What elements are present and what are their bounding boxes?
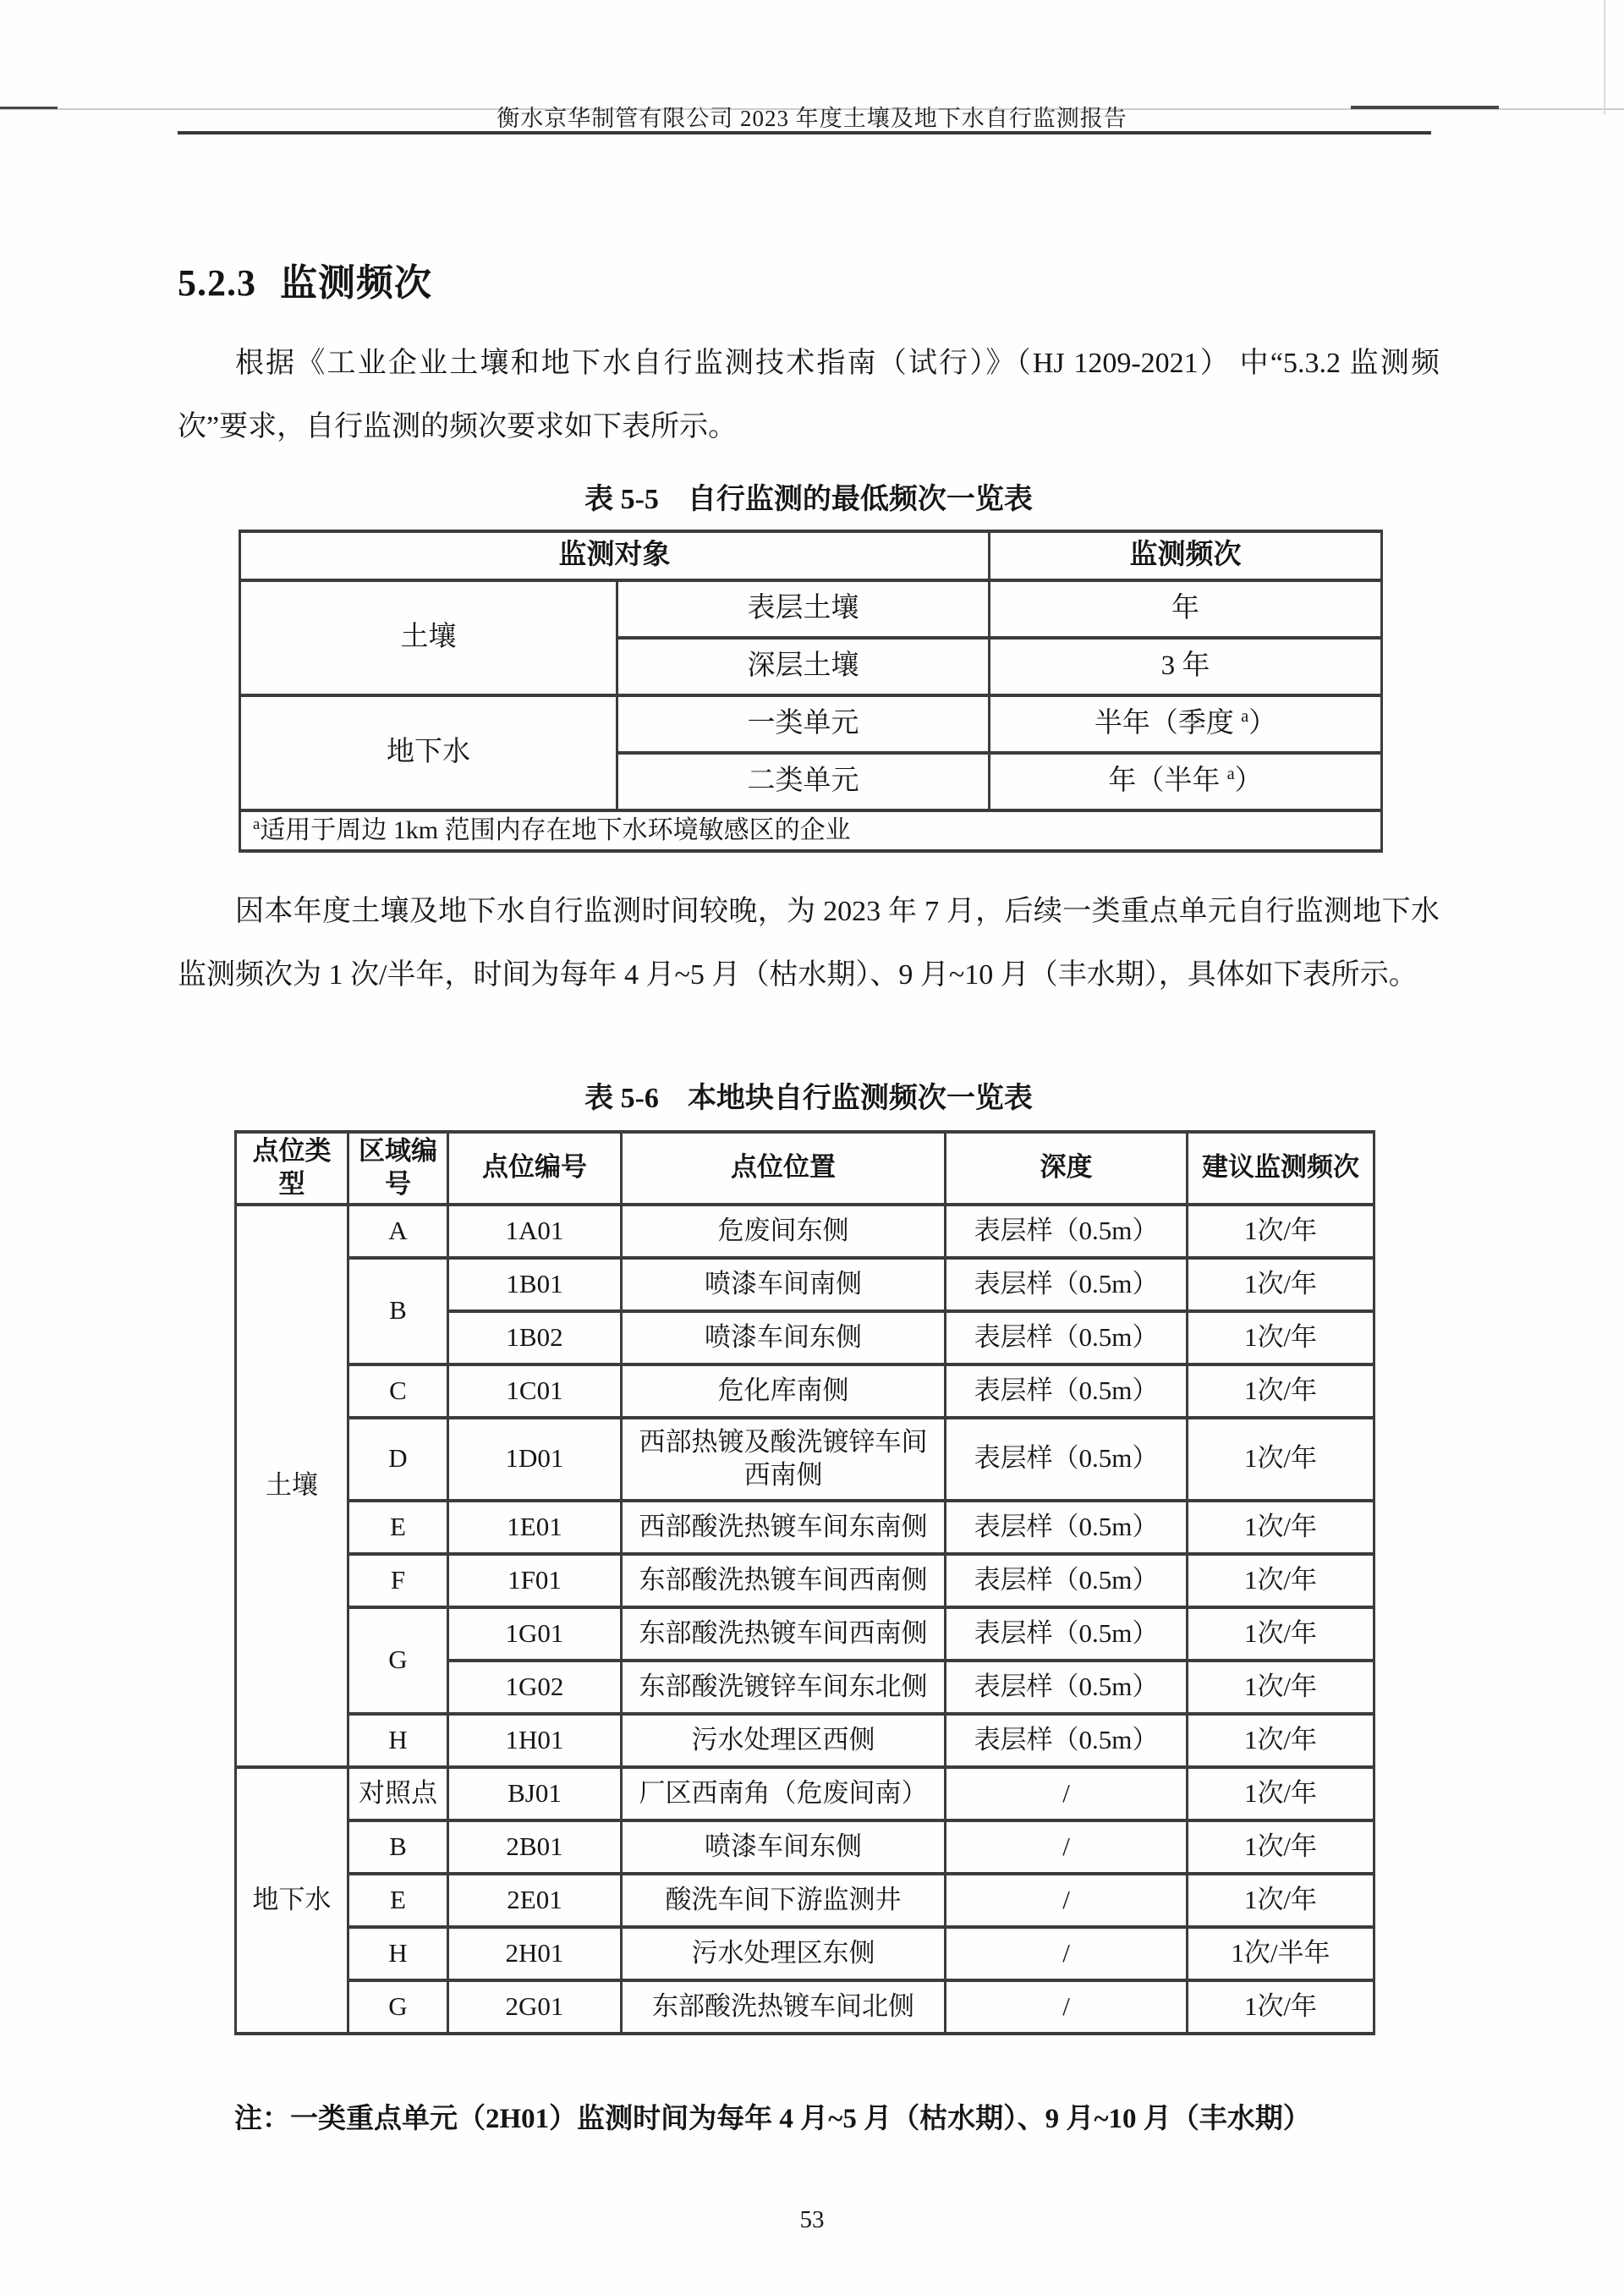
cell-frequency: 半年（季度 $^a$） <box>990 695 1382 753</box>
table-header-row <box>240 531 1382 580</box>
cell-depth: / <box>946 1980 1188 2034</box>
cell-zone: 对照点 <box>348 1767 448 1820</box>
table-row <box>236 1364 1374 1418</box>
cell-point-id: 1F01 <box>448 1554 622 1607</box>
table-row <box>240 580 1382 638</box>
cell-frequency: 1次/年 <box>1188 1607 1374 1661</box>
cell-point-id: 2H01 <box>448 1927 622 1980</box>
cell-depth: 表层样（0.5m） <box>946 1418 1188 1501</box>
cell-point-id: BJ01 <box>448 1767 622 1820</box>
cell-depth: 表层样（0.5m） <box>946 1661 1188 1714</box>
cell-location: 喷漆车间东侧 <box>622 1311 946 1364</box>
paragraph-schedule: 因本年度土壤及地下水自行监测时间较晚，为 2023 年 7 月，后续一类重点单元自行监测地下水监测频次为 1 次/半年，时间为每年 4 月~5 月（枯水期）、9 月~10 月（丰水期），具体如下表所示。 <box>178 896 1440 991</box>
cell-depth: 表层样（0.5m） <box>946 1258 1188 1311</box>
cell-frequency: 1次/年 <box>1188 1820 1374 1874</box>
cell-frequency: 1次/年 <box>1188 1980 1374 2034</box>
section-heading <box>178 252 432 306</box>
cell-depth: 表层样（0.5m） <box>946 1364 1188 1418</box>
table-row <box>236 1980 1374 2034</box>
cell-location: 东部酸洗热镀车间北侧 <box>622 1980 946 2034</box>
cell-subtype: 表层土壤 <box>617 580 990 638</box>
footnote-marker: a <box>253 815 261 834</box>
table-row <box>240 695 1382 753</box>
cell-type-groundwater: 地下水 <box>236 1767 348 2034</box>
cell-location: 污水处理区东侧 <box>622 1927 946 1980</box>
cell-group-groundwater: 地下水 <box>240 695 617 810</box>
cell-depth: / <box>946 1767 1188 1820</box>
cell-depth: 表层样（0.5m） <box>946 1311 1188 1364</box>
cell-zone: H <box>348 1927 448 1980</box>
cell-zone: B <box>348 1820 448 1874</box>
cell-depth: 表层样（0.5m） <box>946 1501 1188 1554</box>
cell-point-id: 1C01 <box>448 1364 622 1418</box>
cell-frequency: 1次/半年 <box>1188 1927 1374 1980</box>
header-cell-point: 点位编号 <box>448 1132 622 1205</box>
cell-group-soil: 土壤 <box>240 580 617 695</box>
cell-point-id: 1D01 <box>448 1418 622 1501</box>
cell-point-id: 2G01 <box>448 1980 622 2034</box>
paragraph-intro: 根据《工业企业土壤和地下水自行监测技术指南（试行）》（HJ 1209-2021） 中“5.3.2 监测频次”要求，自行监测的频次要求如下表所示。 <box>178 348 1440 442</box>
table-footnote-row <box>240 810 1382 851</box>
cell-point-id: 1A01 <box>448 1205 622 1258</box>
cell-zone: E <box>348 1501 448 1554</box>
table5-6-caption: 表 5-6 本地块自行监测频次一览表 <box>584 1083 1033 1114</box>
cell-location: 酸洗车间下游监测井 <box>622 1874 946 1927</box>
cell-frequency: 1次/年 <box>1188 1205 1374 1258</box>
cell-location: 西部酸洗热镀车间东南侧 <box>622 1501 946 1554</box>
cell-location: 危化库南侧 <box>622 1364 946 1418</box>
cell-location: 东部酸洗热镀车间西南侧 <box>622 1607 946 1661</box>
table-row <box>236 1418 1374 1501</box>
cell-depth: 表层样（0.5m） <box>946 1554 1188 1607</box>
table-row <box>236 1820 1374 1874</box>
cell-point-id: 2B01 <box>448 1820 622 1874</box>
min-frequency-table <box>239 530 1383 853</box>
cell-frequency: 年（半年 $^a$） <box>990 753 1382 810</box>
cell-subtype: 二类单元 <box>617 753 990 810</box>
header-rule <box>178 131 1431 135</box>
scan-edge-artifact <box>1604 0 1605 114</box>
cell-frequency: 1次/年 <box>1188 1418 1374 1501</box>
cell-depth: 表层样（0.5m） <box>946 1205 1188 1258</box>
cell-location: 喷漆车间东侧 <box>622 1820 946 1874</box>
table-row <box>236 1874 1374 1927</box>
cell-footnote: $^a$适用于周边 1km 范围内存在地下水环境敏感区的企业 <box>240 810 1382 851</box>
cell-location: 西部热镀及酸洗镀锌车间西南侧 <box>622 1418 946 1501</box>
footnote-marker: a <box>1226 765 1235 784</box>
footnote-marker: a <box>1241 707 1249 727</box>
cell-depth: / <box>946 1927 1188 1980</box>
cell-depth: 表层样（0.5m） <box>946 1714 1188 1767</box>
page-number: 53 <box>799 2206 825 2233</box>
cell-point-id: 1H01 <box>448 1714 622 1767</box>
header-cell-object: 监测对象 <box>240 531 990 580</box>
cell-zone: D <box>348 1418 448 1501</box>
cell-location: 厂区西南角（危废间南） <box>622 1767 946 1820</box>
table-header-row <box>236 1132 1374 1205</box>
cell-zone: E <box>348 1874 448 1927</box>
cell-frequency: 1次/年 <box>1188 1874 1374 1927</box>
cell-frequency: 1次/年 <box>1188 1258 1374 1311</box>
running-header-title: 衡水京华制管有限公司 2023 年度土壤及地下水自行监测报告 <box>497 106 1127 131</box>
table5-5-caption: 表 5-5 自行监测的最低频次一览表 <box>584 484 1033 515</box>
cell-frequency: 1次/年 <box>1188 1501 1374 1554</box>
header-cell-zone: 区域编号 <box>348 1132 448 1205</box>
cell-point-id: 1E01 <box>448 1501 622 1554</box>
cell-zone: C <box>348 1364 448 1418</box>
table-row <box>236 1501 1374 1554</box>
cell-location: 东部酸洗镀锌车间东北侧 <box>622 1661 946 1714</box>
header-cell-frequency: 建议监测频次 <box>1188 1132 1374 1205</box>
cell-zone: H <box>348 1714 448 1767</box>
header-cell-frequency: 监测频次 <box>990 531 1382 580</box>
table-row <box>236 1607 1374 1661</box>
cell-location: 东部酸洗热镀车间西南侧 <box>622 1554 946 1607</box>
cell-depth: / <box>946 1820 1188 1874</box>
table-row <box>236 1205 1374 1258</box>
table-row <box>236 1258 1374 1311</box>
cell-zone: B <box>348 1258 448 1364</box>
cell-zone: G <box>348 1980 448 2034</box>
table-row <box>236 1714 1374 1767</box>
header-cell-type: 点位类型 <box>236 1132 348 1205</box>
cell-point-id: 1B01 <box>448 1258 622 1311</box>
cell-location: 污水处理区西侧 <box>622 1714 946 1767</box>
section-title: 监测频次 <box>280 262 432 304</box>
cell-depth: 表层样（0.5m） <box>946 1607 1188 1661</box>
cell-zone: A <box>348 1205 448 1258</box>
cell-point-id: 1G02 <box>448 1661 622 1714</box>
cell-frequency: 1次/年 <box>1188 1767 1374 1820</box>
header-cell-depth: 深度 <box>946 1132 1188 1205</box>
cell-frequency: 1次/年 <box>1188 1661 1374 1714</box>
cell-location: 危废间东侧 <box>622 1205 946 1258</box>
cell-frequency: 1次/年 <box>1188 1714 1374 1767</box>
table-row <box>236 1927 1374 1980</box>
cell-zone: G <box>348 1607 448 1714</box>
site-frequency-table <box>234 1130 1375 2035</box>
table-row <box>236 1554 1374 1607</box>
table-row <box>236 1767 1374 1820</box>
cell-type-soil: 土壤 <box>236 1205 348 1767</box>
header-cell-location: 点位位置 <box>622 1132 946 1205</box>
table-note: 注：一类重点单元（2H01）监测时间为每年 4 月~5 月（枯水期）、9 月~10 月（丰水期） <box>234 2104 1311 2134</box>
cell-point-id: 1B02 <box>448 1311 622 1364</box>
cell-frequency: 3 年 <box>990 638 1382 695</box>
cell-subtype: 深层土壤 <box>617 638 990 695</box>
cell-frequency: 年 <box>990 580 1382 638</box>
cell-point-id: 1G01 <box>448 1607 622 1661</box>
cell-location: 喷漆车间南侧 <box>622 1258 946 1311</box>
cell-frequency: 1次/年 <box>1188 1364 1374 1418</box>
cell-point-id: 2E01 <box>448 1874 622 1927</box>
section-number: 5.2.3 <box>178 262 256 304</box>
cell-zone: F <box>348 1554 448 1607</box>
cell-depth: / <box>946 1874 1188 1927</box>
cell-frequency: 1次/年 <box>1188 1554 1374 1607</box>
cell-frequency: 1次/年 <box>1188 1311 1374 1364</box>
cell-subtype: 一类单元 <box>617 695 990 753</box>
